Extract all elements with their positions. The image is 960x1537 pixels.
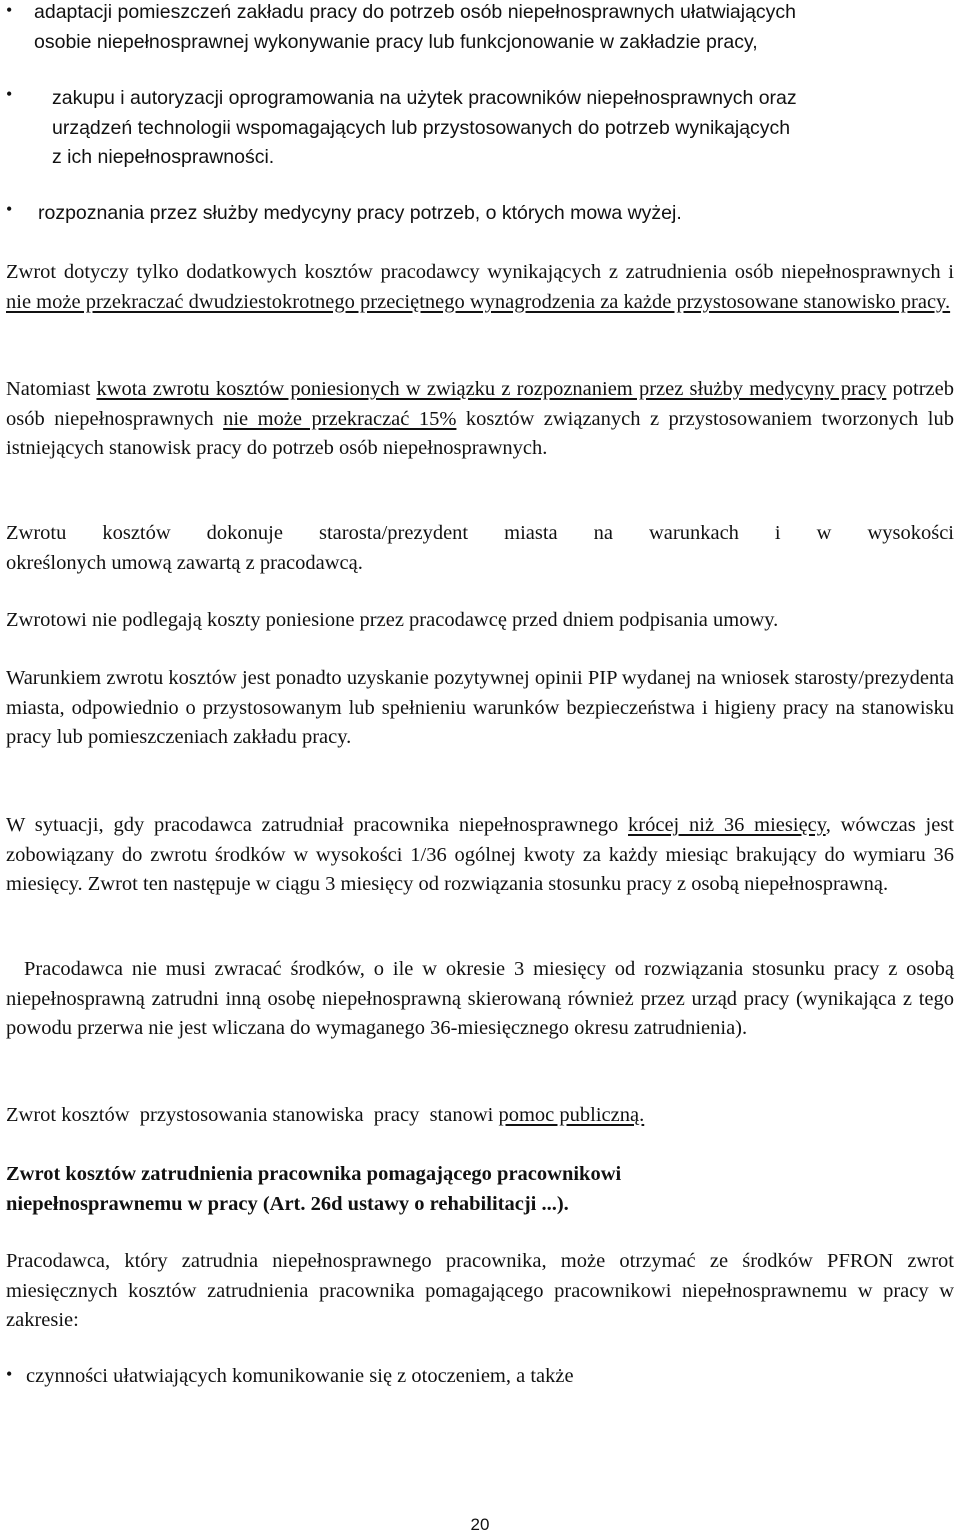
bullet-item-medical: rozpoznania przez służby medycyny pracy potrzeb, o których mowa wyżej.	[38, 202, 682, 224]
heading-line: Zwrot kosztów zatrudnienia pracownika pomagającego pracownikowi	[6, 1163, 622, 1185]
text: potrzeb osób niepełnosprawnych	[6, 378, 954, 430]
text: W sytuacji, gdy pracodawca zatrudniał pracownika niepełnosprawnego	[6, 814, 629, 836]
paragraph-medical-limit	[6, 375, 954, 464]
bullet-marker: •	[6, 84, 13, 104]
text: Natomiast	[6, 378, 97, 400]
bullet-line: adaptacji pomieszczeń zakładu pracy do potrzeb osób niepełnosprawnych ułatwiających	[34, 1, 797, 23]
bullet-item-software	[52, 84, 954, 173]
underlined-text: nie może przekraczać dwudziestokrotnego przeciętnego wynagrodzenia za każde przystosowane stanowisko pracy.	[6, 290, 951, 313]
text: kosztów związanych z przystosowaniem tworzonych lub istniejących stanowisk pracy do potrzeb osób niepełnosprawnych.	[6, 407, 954, 459]
underlined-text: pomoc publiczną.	[498, 1104, 645, 1126]
bullet-line: z ich niepełnosprawności.	[52, 146, 275, 168]
bullet-line: urządzeń technologii wspomagających lub przystosowanych do potrzeb wynikających	[52, 116, 791, 139]
underlined-text: krócej niż 36 miesięcy	[628, 814, 826, 836]
bullet-item-adaptation	[34, 0, 954, 57]
paragraph-repayment	[6, 811, 954, 900]
paragraph-public-aid	[6, 1101, 954, 1131]
text-line: Zwrotu kosztów dokonuje starosta/prezydent miasta na warunkach i w wysokości	[6, 522, 954, 544]
bullet-item-communication: czynności ułatwiających komunikowanie się z otoczeniem, a także	[26, 1365, 574, 1387]
section-heading	[6, 1160, 954, 1219]
bullet-line: zakupu i autoryzacji oprogramowania na użytek pracowników niepełnosprawnych oraz	[52, 87, 797, 109]
bullet-marker: •	[6, 199, 13, 219]
paragraph-cost-limit	[6, 258, 954, 317]
paragraph-no-repayment: Pracodawca nie musi zwracać środków, o ile w okresie 3 miesięcy od rozwiązania stosunku pracy z osobą niepełnosprawną zatrudni inną osobę niepełnosprawną skierowaną również przez urząd pracy (wynikająca z tego powodu przerwa nie jest wliczana do wymaganego 36-miesięcznego okresu zatrudnienia).	[6, 958, 954, 1039]
paragraph-excluded-costs: Zwrotowi nie podlegają koszty poniesione przez pracodawcę przed dniem podpisania umowy.	[6, 609, 779, 631]
underlined-text: kwota zwrotu kosztów poniesionych w związku z rozpoznaniem przez służby medycyny pracy	[96, 378, 887, 400]
page-number: 20	[470, 1515, 490, 1534]
bullet-line: osobie niepełnosprawnej wykonywanie pracy lub funkcjonowanie w zakładzie pracy,	[34, 30, 758, 53]
paragraph-reimbursement-authority	[6, 519, 954, 578]
bullet-marker: •	[6, 1364, 13, 1384]
underlined-text: nie może przekraczać 15%	[223, 407, 457, 430]
text: Zwrot kosztów przystosowania stanowiska pracy stanowi	[6, 1104, 499, 1126]
paragraph-pip-opinion: Warunkiem zwrotu kosztów jest ponadto uzyskanie pozytywnej opinii PIP wydanej na wniosek starosty/prezydenta miasta, odpowiednio o przystosowanym lub spełnieniu warunków bezpieczeństwa i higieny pracy na stanowisku pracy lub pomieszczeniach zakładu pracy.	[6, 667, 954, 748]
bullet-marker: •	[6, 0, 13, 20]
text-line: określonych umową zawartą z pracodawcą.	[6, 551, 363, 574]
paragraph-pfron: Pracodawca, który zatrudnia niepełnosprawnego pracownika, może otrzymać ze środków PFRON zwrot miesięcznych kosztów zatrudnienia pracownika pomagającego pracownikowi niepełnosprawnemu w pracy w zakresie:	[6, 1250, 954, 1331]
text: Zwrot dotyczy tylko dodatkowych kosztów pracodawcy wynikających z zatrudnienia osób niepełnosprawnych i	[6, 261, 954, 283]
heading-line: niepełnosprawnemu w pracy (Art. 26d ustawy o rehabilitacji ...).	[6, 1192, 569, 1215]
text: , wówczas jest zobowiązany do zwrotu środków w wysokości 1/36 ogólnej kwoty za każdy miesiąc brakujący do wymiaru 36 miesięcy. Zwrot ten następuje w ciągu 3 miesięcy od rozwiązania stosunku pracy z osobą niepełnosprawną.	[6, 814, 954, 895]
